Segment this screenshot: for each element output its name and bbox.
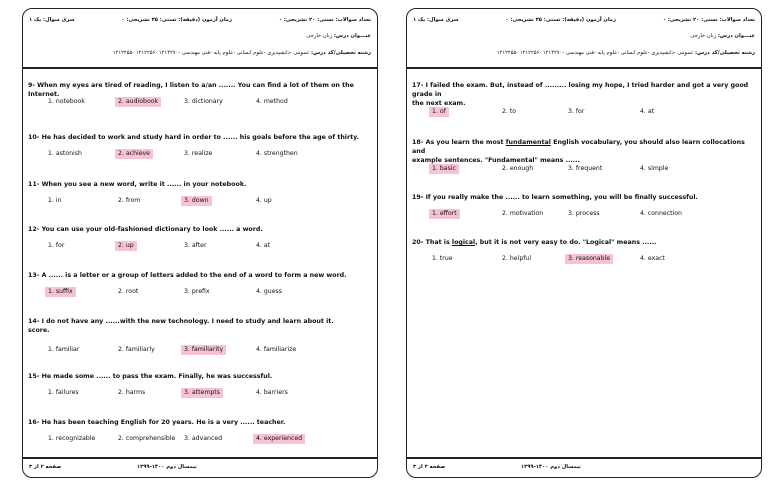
question-text: 11- When you see a new word, write it ...... in your notebook. <box>28 181 247 188</box>
course-value: زبان خارجی <box>306 33 333 39</box>
answer-option: 1. failures <box>48 389 79 396</box>
selected-answer-option: 4. experienced <box>253 434 305 444</box>
options-20 <box>407 254 761 264</box>
answer-option: 4. familiarize <box>256 346 297 353</box>
question-text-cont: score. <box>28 327 50 334</box>
answer-option: 1. true <box>432 255 453 262</box>
footer-page-number: صفحه ۳ از ۳ <box>413 464 446 470</box>
question-count: تعداد سوالات: تستی: ۲۰ تشریحی: ۰ <box>662 17 755 23</box>
selected-answer-option: 1. of <box>429 107 449 117</box>
answer-option: 2. helpful <box>502 255 532 262</box>
answer-option: 3. dictionary <box>184 98 223 105</box>
footer-page-number: صفحه ۲ از ۳ <box>29 464 62 470</box>
options-9 <box>23 97 377 107</box>
page-footer <box>407 457 761 477</box>
question-text-cont: example sentences. "Fundamental" means ...... <box>412 157 580 164</box>
options-14 <box>23 345 377 355</box>
answer-option: 2. familiarly <box>118 346 155 353</box>
underlined-word: logical <box>451 239 476 246</box>
selected-answer-option: 3. attempts <box>181 388 223 398</box>
answer-option: 4. barriers <box>256 389 288 396</box>
answer-option: 2. harms <box>118 389 146 396</box>
footer-semester: نیمسال دوم ۱۴۰۰-۱۳۹۹ <box>520 464 581 470</box>
field-label: رشته تحصیلی/کد درس: <box>694 50 755 56</box>
answer-option: 2. to <box>502 108 517 115</box>
selected-answer-option: 2. achieve <box>115 149 153 159</box>
page-footer <box>23 457 377 477</box>
exam-time: زمان آزمون (دقیقه): تستی: ۳۵ تشریحی: ۰ <box>121 17 232 23</box>
options-12 <box>23 241 377 251</box>
options-18 <box>407 164 761 174</box>
exam-time: زمان آزمون (دقیقه): تستی: ۳۵ تشریحی: ۰ <box>505 17 616 23</box>
answer-option: 4. method <box>256 98 288 105</box>
selected-answer-option: 3. reasonable <box>565 254 613 264</box>
answer-option: 3. process <box>568 210 600 217</box>
answer-option: 4. simple <box>640 165 669 172</box>
options-11 <box>23 196 377 206</box>
answer-option: 4. at <box>640 108 655 115</box>
question-text: 15- He made some ...... to pass the exam. Finally, he was successful. <box>28 373 273 380</box>
answer-option: 3. prefix <box>184 288 210 295</box>
question-series: سری سوال: یک ۱ <box>29 17 75 23</box>
options-17 <box>407 107 761 117</box>
answer-option: 1. recognizable <box>48 435 96 442</box>
answer-option: 3. advanced <box>184 435 223 442</box>
question-20 <box>412 238 755 247</box>
answer-option: 3. for <box>568 108 585 115</box>
question-text-rest: , but it is not very easy to do. "Logical" means ...... <box>475 239 657 246</box>
answer-option: 4. exact <box>640 255 665 262</box>
question-series: سری سوال: یک ۱ <box>413 17 459 23</box>
selected-answer-option: 3. down <box>181 196 212 206</box>
question-14 <box>28 317 371 335</box>
question-15 <box>28 372 371 381</box>
exam-page-left <box>22 8 378 478</box>
question-text-cont: the next exam. <box>412 100 466 107</box>
question-text: 12- You can use your old-fashioned dictionary to look ...... a word. <box>28 226 263 233</box>
question-13 <box>28 271 371 280</box>
answer-option: 1. for <box>48 242 65 249</box>
answer-option: 2. comprehensible <box>118 435 176 442</box>
question-17 <box>412 81 755 108</box>
answer-option: 4. guess <box>256 288 282 295</box>
answer-option: 2. motivation <box>502 210 544 217</box>
question-11 <box>28 180 371 189</box>
selected-answer-option: 1. effort <box>429 209 460 219</box>
selected-answer-option: 1. basic <box>429 164 459 174</box>
course-label: عنـــوان درس: <box>717 33 755 39</box>
question-text: 19- If you really make the ...... to learn something, you will be finally successful. <box>412 194 698 201</box>
answer-option: 4. connection <box>640 210 682 217</box>
answer-option: 2. enough <box>502 165 534 172</box>
footer-semester: نیمسال دوم ۱۴۰۰-۱۳۹۹ <box>136 464 197 470</box>
answer-option: 3. realize <box>184 150 213 157</box>
course-label: عنـــوان درس: <box>333 33 371 39</box>
question-text: 18- As you learn the most <box>412 139 506 146</box>
question-18 <box>412 138 755 165</box>
answer-option: 1. astonish <box>48 150 82 157</box>
options-16 <box>23 434 377 444</box>
selected-answer-option: 2. up <box>115 241 137 251</box>
answer-option: 2. from <box>118 197 141 204</box>
field-value: عمومی -دانشپذیری -علوم انسانی -علوم پایه -فنی مهندسی -۱۲۱۴۲۷۰ -۱۲۱۲۲۵۶ -۱۲۱۲۲۵۵ <box>496 50 694 56</box>
question-12 <box>28 225 371 234</box>
question-text-rest: English vocabulary, you should also learn collocations and <box>412 139 745 155</box>
field-value: عمومی -دانشپذیری -علوم انسانی -علوم پایه -فنی مهندسی -۱۲۱۴۲۷۰ -۱۲۱۲۲۵۶ -۱۲۱۲۲۵۵ <box>112 50 310 56</box>
field-label: رشته تحصیلی/کد درس: <box>310 50 371 56</box>
question-text: 20- That is <box>412 239 452 246</box>
question-text: 17- I failed the exam. But, instead of ......... losing my hope, I tried harder and got a very good grade in <box>412 82 749 98</box>
question-10 <box>28 133 371 142</box>
page-header <box>23 9 377 65</box>
underlined-word: fundamental <box>505 139 551 146</box>
answer-option: 3. frequent <box>568 165 603 172</box>
header-divider <box>23 67 377 69</box>
question-text: 16- He has been teaching English for 20 years. He is a very ...... teacher. <box>28 419 286 426</box>
options-19 <box>407 209 761 219</box>
answer-option: 4. at <box>256 242 271 249</box>
options-10 <box>23 149 377 159</box>
question-text: 14- I do not have any ......with the new technology. I need to study and learn about it. <box>28 318 334 325</box>
selected-answer-option: 2. audiobook <box>115 97 161 107</box>
question-count: تعداد سوالات: تستی: ۲۰ تشریحی: ۰ <box>278 17 371 23</box>
selected-answer-option: 1. suffix <box>45 287 76 297</box>
selected-answer-option: 3. familiarity <box>181 345 226 355</box>
question-16 <box>28 418 371 427</box>
exam-page-right <box>406 8 762 478</box>
options-15 <box>23 388 377 398</box>
question-text: 9- When my eyes are tired of reading, I listen to a/an ....... You can find a lot of them on the Internet. <box>28 82 354 98</box>
question-text: 10- He has decided to work and study hard in order to ...... his goals before the age of thirty. <box>28 134 359 141</box>
options-13 <box>23 287 377 297</box>
answer-option: 3. after <box>184 242 207 249</box>
question-19 <box>412 193 755 202</box>
answer-option: 1. familiar <box>48 346 80 353</box>
question-text: 13- A ...... is a letter or a group of letters added to the end of a word to form a new word. <box>28 272 347 279</box>
answer-option: 4. strengthen <box>256 150 298 157</box>
answer-option: 4. up <box>256 197 272 204</box>
answer-option: 1. in <box>48 197 62 204</box>
course-value: زبان خارجی <box>690 33 717 39</box>
header-divider <box>407 67 761 69</box>
page-header <box>407 9 761 65</box>
answer-option: 2. root <box>118 288 139 295</box>
answer-option: 1. notebook <box>48 98 85 105</box>
